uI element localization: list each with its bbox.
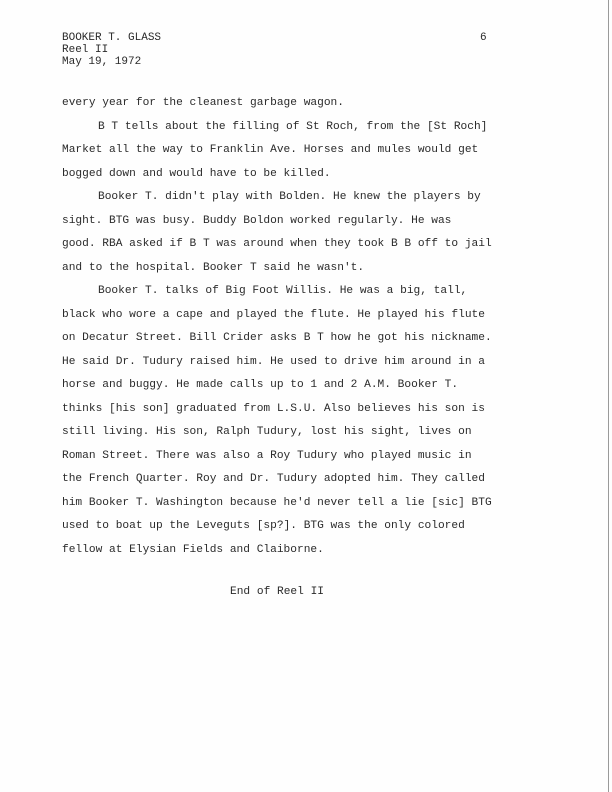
text-line: He said Dr. Tudury raised him. He used to drive him around in a [62,355,485,368]
text-line: every year for the cleanest garbage wagon. [62,97,344,109]
text-line: sight. BTG was busy. Buddy Boldon worked regularly. He was [62,214,452,227]
end-of-reel-note: End of Reel II [230,586,324,598]
text-line: bogged down and would have to be killed. [62,167,331,180]
reel-label: Reel II [62,44,109,56]
text-line: black who wore a cape and played the flute. He played his flute [62,308,485,321]
interview-date: May 19, 1972 [62,56,142,68]
text-line: Booker T. talks of Big Foot Willis. He was a big, tall, [98,285,468,297]
page-number: 6 [480,32,487,44]
text-line: Roman Street. There was also a Roy Tudury who played music in [62,449,472,462]
text-line: the French Quarter. Roy and Dr. Tudury adopted him. They called [62,473,485,485]
text-line: on Decatur Street. Bill Crider asks B T how he got his nickname. [62,332,492,344]
transcript-body [62,92,562,562]
text-line: and to the hospital. Booker T said he wasn't. [62,261,365,274]
text-line: horse and buggy. He made calls up to 1 and 2 A.M. Booker T. [62,379,459,391]
text-line: Market all the way to Franklin Ave. Horses and mules would get [62,144,479,156]
text-line: used to boat up the Leveguts [sp?]. BTG was the only colored [62,520,465,532]
interviewee-name: BOOKER T. GLASS [62,32,162,44]
text-line: thinks [his son] graduated from L.S.U. Also believes his son is [62,402,485,415]
text-line: fellow at Elysian Fields and Claiborne. [62,543,324,556]
document-header [62,32,161,68]
text-line: still living. His son, Ralph Tudury, lost his sight, lives on [62,426,472,438]
text-line: him Booker T. Washington because he'd never tell a lie [sic] BTG [62,496,492,509]
paragraph-3 [62,186,562,280]
paragraph-4 [62,280,562,562]
scan-edge-line [608,0,609,792]
paragraph-2 [62,116,562,187]
paragraph-1 [62,92,562,116]
text-line: B T tells about the filling of St Roch, from the [St Roch] [98,120,488,133]
text-line: good. RBA asked if B T was around when they took B B off to jail [62,238,492,250]
text-line: Booker T. didn't play with Bolden. He knew the players by [98,191,481,203]
